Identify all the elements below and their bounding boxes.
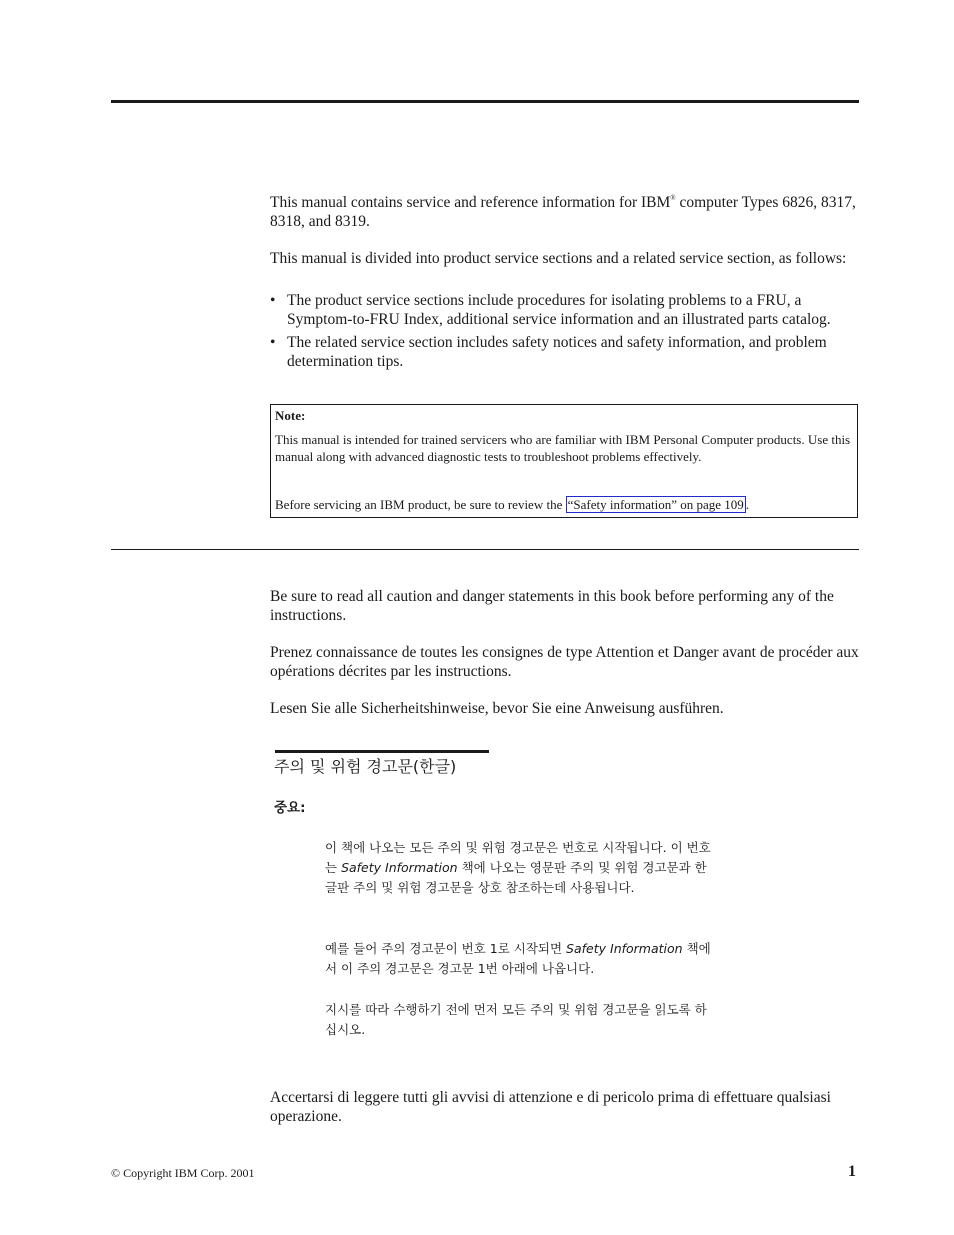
- intro-paragraph-1: [270, 194, 860, 231]
- korean-paragraph-3: 지시를 따라 수행하기 전에 먼저 모든 주의 및 위험 경고문을 읽도록 하십시오.: [325, 1002, 707, 1038]
- note-safety-text: Before servicing an IBM product, be sure to review the: [275, 497, 566, 512]
- bullet-marker: •: [270, 334, 276, 351]
- safety-information-link[interactable]: “Safety information” on page 109: [567, 497, 744, 512]
- korean-p1-book-title: Safety Information: [341, 860, 458, 876]
- intro-paragraph-1-end: computer Types 6826, 8317, 8318, and 8319.: [270, 194, 856, 230]
- note-safety-reference: [275, 496, 853, 513]
- note-period: .: [745, 497, 750, 512]
- service-sections-list: [270, 292, 860, 376]
- page-number: 1: [848, 1163, 856, 1180]
- safety-french: Prenez connaissance de toutes les consignes de type Attention et Danger avant de procéder aux opérations décrites par les instructions.: [270, 644, 859, 680]
- intro-paragraph-2: This manual is divided into product service sections and a related service section, as follows:: [270, 250, 847, 267]
- chapter-top-rule: [111, 100, 859, 103]
- safety-italian: Accertarsi di leggere tutti gli avvisi di attenzione e di pericolo prima di effettuare qualsiasi operazione.: [270, 1089, 831, 1125]
- korean-important-label: 중요:: [274, 800, 306, 816]
- intro-paragraph-1-start: This manual contains service and reference information for IBM: [270, 194, 671, 211]
- copyright-notice: © Copyright IBM Corp. 2001: [111, 1166, 255, 1180]
- note-body: This manual is intended for trained servicers who are familiar with IBM Personal Computer products. Use this manual along with advanced diagnostic tests to troubleshoot problems effectively.: [275, 432, 851, 464]
- korean-p1-start: 이 책에 나오는 모든 주의 및 위험 경고문은 번호로 시작됩니다. 이 번호는: [325, 840, 711, 876]
- registered-mark: ®: [670, 194, 676, 202]
- korean-section-title: 주의 및 위험 경고문(한글): [274, 757, 457, 776]
- section-divider-rule: [111, 549, 859, 550]
- korean-heading-rule: [275, 750, 489, 753]
- note-heading: Note:: [275, 408, 306, 423]
- list-item-text: The related service section includes safety notices and safety information, and problem determination tips.: [287, 334, 827, 370]
- korean-paragraph-1: [325, 838, 715, 899]
- list-item: [270, 334, 860, 371]
- korean-p1-end: 책에 나오는 영문판 주의 및 위험 경고문과 한글판 주의 및 위험 경고문을 상호 참조하는데 사용됩니다.: [325, 860, 707, 896]
- note-box: [270, 404, 858, 518]
- korean-paragraph-2: [325, 939, 715, 979]
- safety-german: Lesen Sie alle Sicherheitshinweise, bevor Sie eine Anweisung ausführen.: [270, 700, 724, 717]
- korean-p2-start: 예를 들어 주의 경고문이 번호 1로 시작되면: [325, 941, 567, 956]
- safety-english: Be sure to read all caution and danger statements in this book before performing any of the instructions.: [270, 588, 834, 624]
- list-item: [270, 292, 860, 329]
- korean-p2-book-title: Safety Information: [566, 941, 683, 956]
- bullet-marker: •: [270, 292, 276, 309]
- korean-p2-end: 책에서 이 주의 경고문은 경고문 1번 아래에 나옵니다.: [325, 941, 711, 977]
- list-item-text: The product service sections include procedures for isolating problems to a FRU, a Symptom-to-FRU Index, additional service information and an illustrated parts catalog.: [287, 292, 831, 328]
